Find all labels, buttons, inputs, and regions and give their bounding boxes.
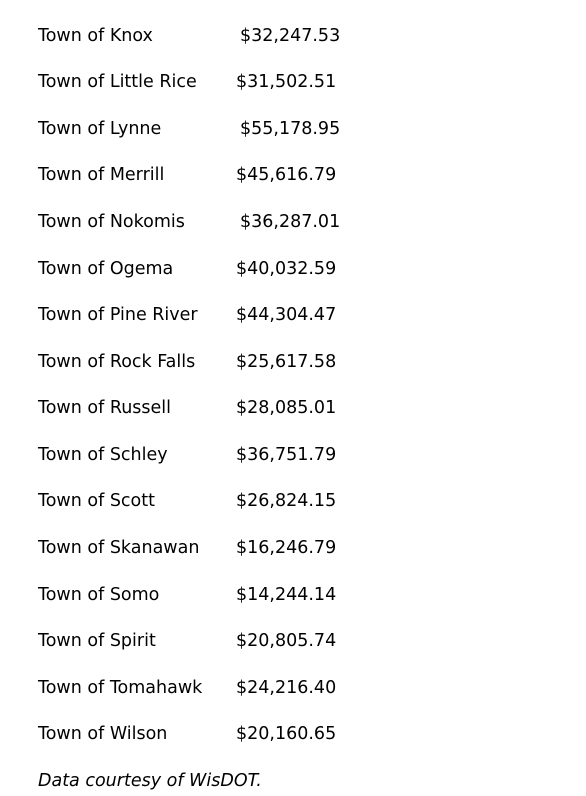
aid-amount: $36,751.79: [236, 445, 337, 465]
town-name: Town of Little Rice: [38, 72, 197, 92]
town-name: Town of Wilson: [38, 724, 168, 744]
list-item: [38, 629, 458, 653]
aid-amount: $16,246.79: [236, 538, 337, 558]
source-footnote: Data courtesy of WisDOT.: [38, 771, 262, 791]
aid-amount: $32,247.53: [240, 26, 341, 46]
aid-amount: $20,160.65: [236, 724, 337, 744]
aid-amount: $26,824.15: [236, 491, 337, 511]
list-item: [38, 583, 458, 607]
list-item: [38, 536, 458, 560]
list-item: [38, 303, 458, 327]
aid-amount: $40,032.59: [236, 259, 337, 279]
list-item: [38, 722, 458, 746]
town-name: Town of Scott: [38, 491, 155, 511]
aid-amount: $24,216.40: [236, 678, 337, 698]
list-item: [38, 396, 458, 420]
town-name: Town of Schley: [38, 445, 168, 465]
list-item: [38, 350, 458, 374]
aid-amount: $45,616.79: [236, 165, 337, 185]
aid-amount: $25,617.58: [236, 352, 337, 372]
town-name: Town of Skanawan: [38, 538, 200, 558]
town-name: Town of Lynne: [38, 119, 162, 139]
aid-amount: $20,805.74: [236, 631, 337, 651]
list-item: [38, 443, 458, 467]
town-name: Town of Knox: [38, 26, 153, 46]
list-item: [38, 676, 458, 700]
town-name: Town of Rock Falls: [38, 352, 196, 372]
aid-amount: $28,085.01: [236, 398, 337, 418]
list-item: [38, 24, 458, 48]
town-name: Town of Merrill: [38, 165, 165, 185]
town-name: Town of Spirit: [38, 631, 156, 651]
aid-amount: $55,178.95: [240, 119, 341, 139]
list-item: [38, 210, 458, 234]
town-name: Town of Nokomis: [38, 212, 185, 232]
aid-amount: $31,502.51: [236, 72, 337, 92]
list-item: [38, 163, 458, 187]
town-name: Town of Tomahawk: [38, 678, 203, 698]
town-name: Town of Somo: [38, 585, 160, 605]
town-name: Town of Russell: [38, 398, 172, 418]
list-item: [38, 70, 458, 94]
list-item: [38, 489, 458, 513]
aid-amount: $44,304.47: [236, 305, 337, 325]
list-item: [38, 257, 458, 281]
aid-amount: $36,287.01: [240, 212, 341, 232]
list-item: [38, 117, 458, 141]
aid-amount: $14,244.14: [236, 585, 337, 605]
town-name: Town of Pine River: [38, 305, 198, 325]
town-name: Town of Ogema: [38, 259, 174, 279]
